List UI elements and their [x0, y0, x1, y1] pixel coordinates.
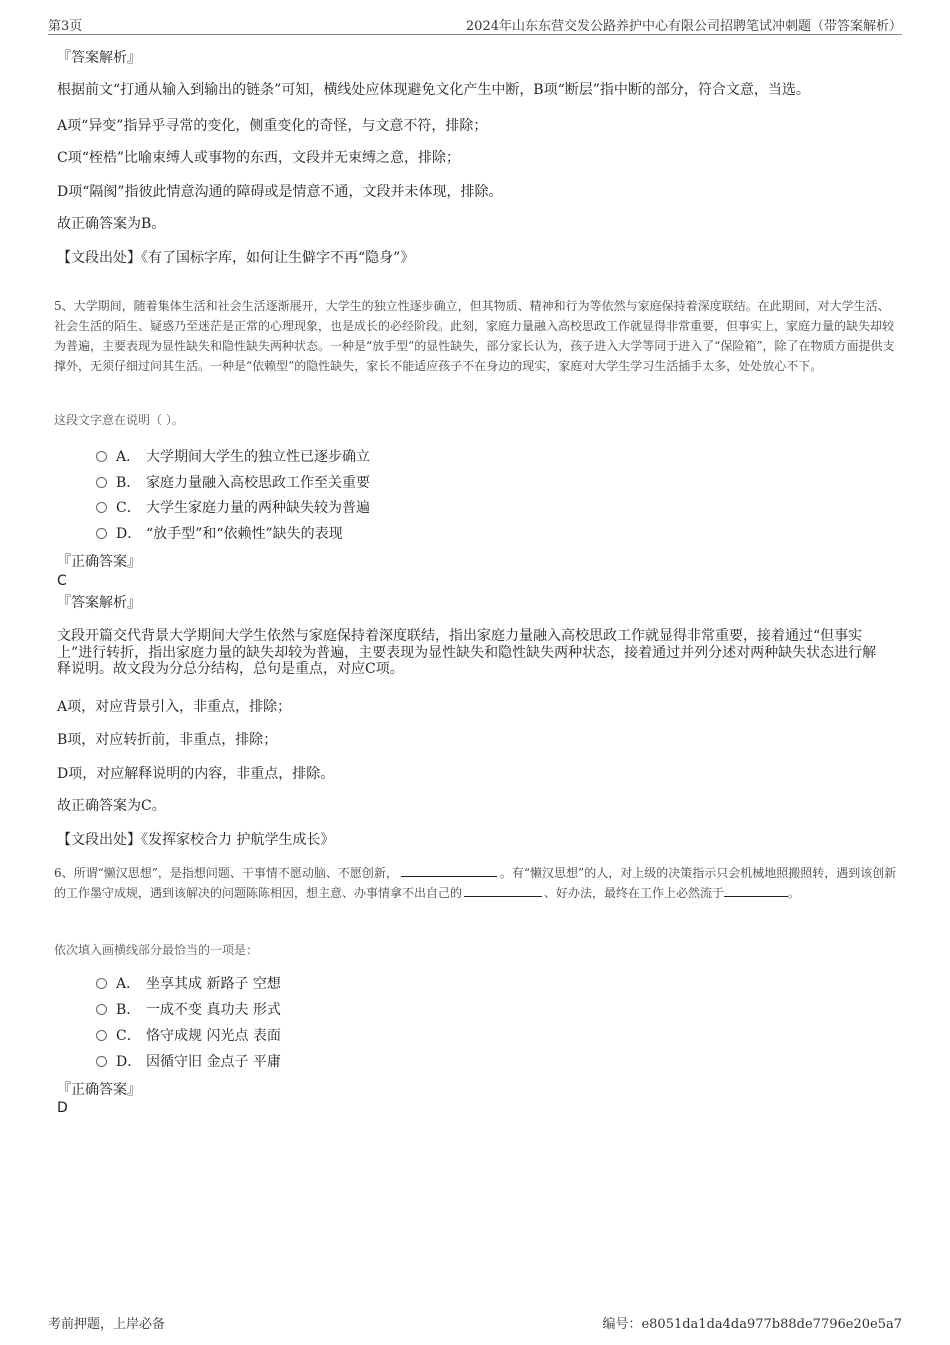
option-text: 一成不变 真功夫 形式	[146, 1002, 281, 1018]
analysis-label: 『答案解析』	[57, 50, 141, 66]
question-6-text	[54, 863, 899, 903]
option-text: 坐享其成 新路子 空想	[146, 976, 281, 992]
option-text: “放手型”和“依赖性”缺失的表现	[146, 526, 343, 542]
option-text: 恪守成规 闪光点 表面	[146, 1028, 281, 1044]
option-letter: A．	[116, 449, 141, 465]
option-c[interactable]	[96, 1025, 281, 1045]
option-b[interactable]	[96, 999, 281, 1019]
option-d[interactable]	[96, 1051, 281, 1071]
radio-icon[interactable]	[96, 1030, 107, 1041]
option-text: 大学期间大学生的独立性已逐步确立	[146, 449, 370, 465]
question-6-part: 。	[788, 886, 801, 900]
analysis-line: D项“隔阂”指彼此情意沟通的障碍或是情意不通，文段并未体现，排除。	[57, 184, 503, 200]
option-text: 因循守旧 金点子 平庸	[146, 1054, 281, 1070]
question-6-stem: 依次填入画横线部分最恰当的一项是：	[54, 943, 259, 957]
blank-line	[724, 884, 788, 897]
analysis-line: A项“异变”指异乎寻常的变化，侧重变化的奇怪，与文意不符，排除；	[57, 118, 488, 134]
option-text: 大学生家庭力量的两种缺失较为普遍	[146, 500, 370, 516]
page-number: 第3页	[48, 19, 83, 34]
option-a[interactable]	[96, 973, 281, 993]
option-letter: A．	[116, 976, 141, 992]
blank-line	[401, 864, 497, 877]
radio-icon[interactable]	[96, 528, 107, 539]
question-5-stem: 这段文字意在说明（ ）。	[54, 413, 184, 427]
source-citation: 【文段出处】《发挥家校合力 护航学生成长》	[57, 832, 335, 848]
analysis-label: 『答案解析』	[57, 595, 141, 611]
footer-slogan: 考前押题，上岸必备	[48, 1317, 166, 1332]
correct-answer: C	[57, 573, 67, 589]
source-citation: 【文段出处】《有了国标字库，如何让生僻字不再“隐身”》	[57, 250, 415, 266]
option-letter: C．	[116, 1028, 141, 1044]
question-6-part: 6、所谓“懒汉思想”，是指想问题、干事情不愿动脑、不愿创新，	[54, 866, 398, 880]
analysis-line: D项，对应解释说明的内容，非重点，排除。	[57, 766, 335, 782]
radio-icon[interactable]	[96, 1004, 107, 1015]
option-b[interactable]	[96, 472, 370, 492]
option-c[interactable]	[96, 497, 370, 517]
analysis-line: C项“桎梏”比喻束缚人或事物的东西，文段并无束缚之意，排除；	[57, 150, 461, 166]
analysis-line: B项，对应转折前，非重点，排除；	[57, 732, 278, 748]
correct-answer: D	[57, 1100, 68, 1116]
correct-answer-label: 『正确答案』	[57, 1082, 141, 1098]
radio-icon[interactable]	[96, 451, 107, 462]
correct-answer-label: 『正确答案』	[57, 554, 141, 570]
radio-icon[interactable]	[96, 477, 107, 488]
option-d[interactable]	[96, 523, 343, 543]
analysis-line: 故正确答案为C。	[57, 798, 166, 814]
analysis-line: 根据前文“打通从输入到输出的链条”可知，横线处应体现避免文化产生中断，B项“断层”指中断的部分，符合文意，当选。	[57, 82, 810, 98]
option-letter: D．	[116, 526, 142, 542]
option-letter: C．	[116, 500, 141, 516]
question-6-part: 。有“懒汉思想”的人，对上级的决策指示只会机械地照搬照转，遇到该创新的工作墨守成规，遇到该解决的问题陈陈相因，想主意、办事情拿不出自己的	[54, 866, 897, 900]
radio-icon[interactable]	[96, 978, 107, 989]
document-title: 2024年山东东营交发公路养护中心有限公司招聘笔试冲刺题（带答案解析）	[465, 19, 902, 34]
option-letter: B．	[116, 1002, 141, 1018]
radio-icon[interactable]	[96, 502, 107, 513]
option-text: 家庭力量融入高校思政工作至关重要	[146, 475, 370, 491]
option-letter: D．	[116, 1054, 142, 1070]
option-a[interactable]	[96, 446, 370, 466]
page-header	[48, 12, 902, 35]
analysis-paragraph: 文段开篇交代背景大学期间大学生依然与家庭保持着深度联结，指出家庭力量融入高校思政工作就显得非常重要，接着通过“但事实上”进行转折，指出家庭力量的缺失却较为普遍，主要表现为显性缺失和隐性缺失两种状态，接着通过并列分述对两种缺失状态进行解释说明。故文段为分总分结构，总句是重点，对应C项。	[57, 628, 877, 677]
analysis-line: 故正确答案为B。	[57, 216, 166, 232]
radio-icon[interactable]	[96, 1056, 107, 1067]
option-letter: B．	[116, 475, 141, 491]
question-6-part: 、好办法，最终在工作上必然流于	[544, 886, 725, 900]
blank-line	[464, 884, 542, 897]
analysis-line: A项，对应背景引入，非重点，排除；	[57, 699, 292, 715]
question-5-text: 5、大学期间，随着集体生活和社会生活逐渐展开，大学生的独立性逐步确立，但其物质、精神和行为等依然与家庭保持着深度联结。在此期间，对大学生活、社会生活的陌生、疑惑乃至迷茫是正常的心理现象，也是成长的必经阶段。此刻，家庭力量融入高校思政工作就显得非常重要，但事实上，家庭力量的缺失却较为普遍，主要表现为显性缺失和隐性缺失两种状态。一种是“放手型”的显性缺失，部分家长认为，孩子进入大学等同于进入了“保险箱”，除了在物质方面提供支撑外，无须仔细过问其生活。一种是“依赖型”的隐性缺失，家长不能适应孩子不在身边的现实，家庭对大学生学习生活插手太多，处处放心不下。	[54, 299, 895, 373]
document-id: 编号：e8051da1da4da977b88de7796e20e5a7	[602, 1317, 902, 1332]
